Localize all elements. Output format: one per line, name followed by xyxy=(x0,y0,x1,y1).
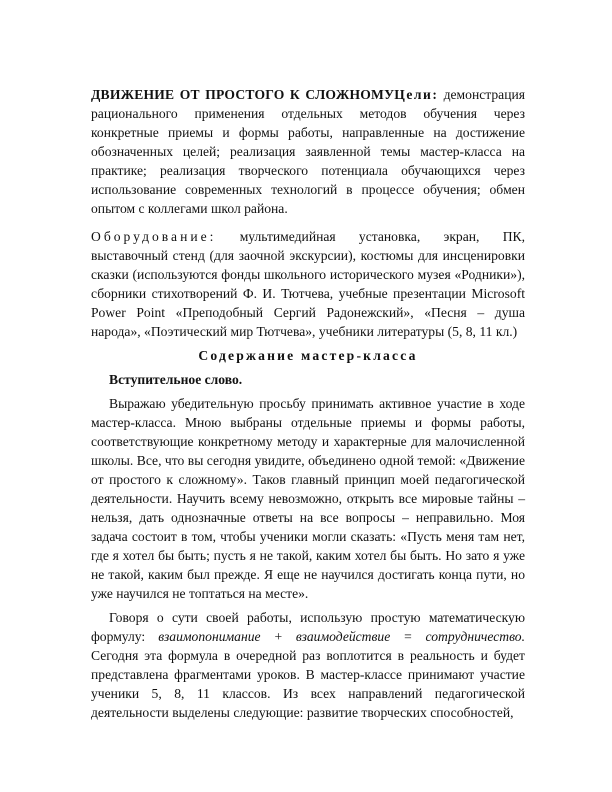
document-page xyxy=(91,85,525,722)
goal-text: демонстрация рационального применения отдельных методов обучения через конкретные приемы и формы работы, направленные на достижение обозначенных целей; реализация заявленной темы мастер-класса на практике; реализация творческого потенциала обучающихся через использование современных технологий в процессе обучения; обмен опытом с коллегами школ района. xyxy=(91,87,525,216)
goal-label: Цели: xyxy=(394,87,439,102)
formula-after-text: Сегодня эта формула в очередной раз воплотится в реальность и будет представлена фрагментами уроков. В мастер-классе принимают участие ученики 5, 8, 11 классов. Из всех направлений педагогической деятельности выделены следующие: развитие творческих способностей, xyxy=(91,648,525,720)
formula-intro-text: Говоря о сути своей работы, использую простую математическую формулу: xyxy=(91,610,525,644)
goal-paragraph xyxy=(91,85,525,218)
equipment-label: Оборудование: xyxy=(91,229,217,244)
equipment-text: мультимедийная установка, экран, ПК, выставочный стенд (для заочной экскурсии), костюмы для инсценировки сказки (используются фонды школьного исторического музея «Родники»), сборники стихотворений Ф. И. Тютчева, учебные презентации Microsoft Power Point «Преподобный Сергий Радонежский», «Песня – душа народа», «Поэтический мир Тютчева», учебники литературы (5, 8, 11 кл.) xyxy=(91,229,525,339)
intro-heading: Вступительное слово. xyxy=(109,372,243,387)
intro-paragraph: Выражаю убедительную просьбу принимать активное участие в ходе мастер-класса. Мною выбраны отдельные приемы и формы работы, соответствующие конкретному методу и характерные для малочисленной школы. Все, что вы сегодня увидите, объединено одной темой: «Движение от простого к сложному». Таков главный принцип моей педагогической деятельности. Научить всему невозможно, открыть все мировые тайны – нельзя, дать однозначные ответы на все вопросы – неправильно. Моя задача состоит в том, чтобы ученики могли сказать: «Пусть меня там нет, где я хотел бы быть; пусть я не такой, каким хотел бы быть. Но зато я уже не такой, каким был прежде. Я еще не научился достигать конца пути, но уже научился не топтаться на месте». xyxy=(91,396,525,601)
formula-text: взаимопонимание + взаимодействие = сотрудничество. xyxy=(158,629,525,644)
document-title: ДВИЖЕНИЕ ОТ ПРОСТОГО К СЛОЖНОМУ xyxy=(91,87,395,102)
spacer xyxy=(91,218,525,227)
section-title: Содержание мастер-класса xyxy=(198,348,418,363)
formula-paragraph xyxy=(91,608,525,722)
equipment-paragraph xyxy=(91,227,525,341)
